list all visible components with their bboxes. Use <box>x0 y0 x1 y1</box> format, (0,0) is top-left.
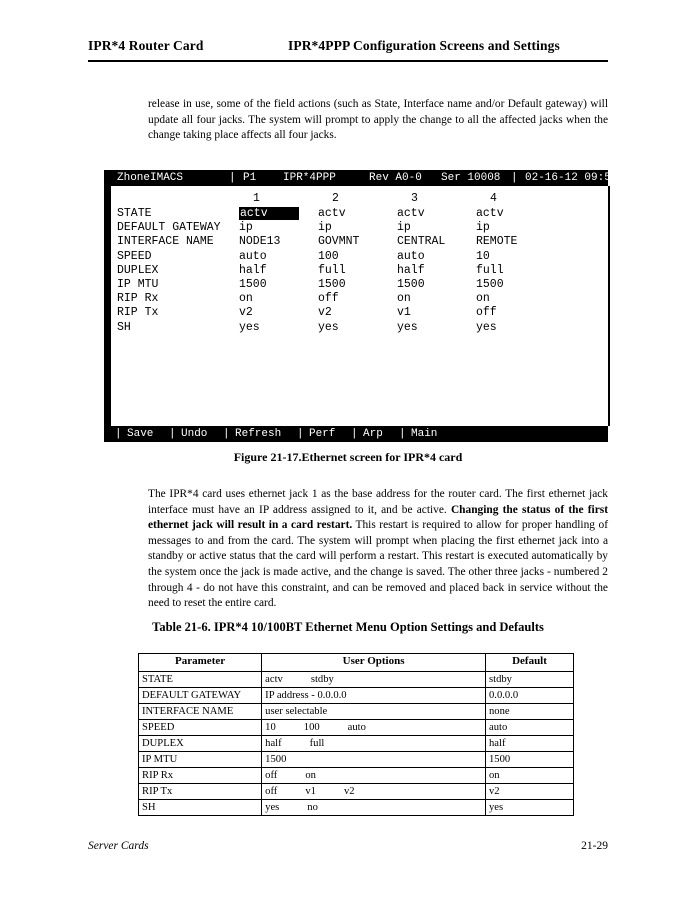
table-row <box>139 688 574 704</box>
table-row <box>139 752 574 768</box>
table-cell-default: yes <box>486 800 574 816</box>
terminal-field-value[interactable]: yes <box>318 320 339 334</box>
header-rule <box>88 60 608 62</box>
table-option: yes <box>265 802 280 813</box>
table-cell-user-options <box>262 736 486 752</box>
menu-item-undo[interactable]: Undo <box>181 428 208 440</box>
table-option: on <box>305 770 316 781</box>
terminal-slot: P1 <box>243 172 257 184</box>
menu-sep-1: | <box>169 428 176 440</box>
terminal-field-value[interactable]: actv <box>476 207 504 220</box>
table-option: off <box>265 770 278 781</box>
terminal-field-value[interactable]: 1500 <box>397 278 425 291</box>
terminal-field-value[interactable]: off <box>476 306 497 320</box>
terminal-field-value[interactable]: CENTRAL <box>397 235 446 249</box>
table-cell-default: auto <box>486 720 574 736</box>
terminal-field-value[interactable]: ip <box>476 221 490 235</box>
menu-sep-4: | <box>351 428 358 440</box>
terminal-field-value[interactable]: v1 <box>397 306 411 320</box>
table-cell-parameter: INTERFACE NAME <box>139 704 262 720</box>
terminal-field-value[interactable]: on <box>397 292 411 306</box>
terminal-left-border <box>104 170 111 442</box>
terminal-field-value[interactable]: half <box>397 263 425 277</box>
table-option: no <box>307 802 318 813</box>
table-header-parameter: Parameter <box>139 654 262 672</box>
menu-sep-2: | <box>223 428 230 440</box>
table-cell-user-options <box>262 720 486 736</box>
terminal-row-label: STATE <box>117 207 152 220</box>
terminal-field-value[interactable]: full <box>476 263 504 277</box>
terminal-field-value[interactable]: NODE13 <box>239 235 281 249</box>
terminal-field-value[interactable]: actv <box>397 207 425 220</box>
table-row <box>139 800 574 816</box>
menu-item-save[interactable]: Save <box>127 428 154 440</box>
table-header-default: Default <box>486 654 574 672</box>
terminal-title-sep-2: | <box>511 172 518 184</box>
terminal-field-value[interactable]: v2 <box>318 306 332 320</box>
terminal-field-value[interactable]: half <box>239 263 267 277</box>
table-cell-default: 0.0.0.0 <box>486 688 574 704</box>
terminal-row-label: DEFAULT GATEWAY <box>117 221 221 235</box>
table-cell-parameter: SH <box>139 800 262 816</box>
table-option: full <box>309 738 325 749</box>
terminal-column-header-1: 1 <box>253 192 260 205</box>
table-option: v2 <box>343 786 355 797</box>
table-cell-parameter: DEFAULT GATEWAY <box>139 688 262 704</box>
terminal-field-value[interactable]: 100 <box>318 249 339 263</box>
table-row <box>139 720 574 736</box>
terminal-column-header-2: 2 <box>332 192 339 205</box>
terminal-field-value[interactable]: yes <box>239 320 260 334</box>
table-cell-parameter: STATE <box>139 672 262 688</box>
body-paragraph: The IPR*4 card uses ethernet jack 1 as the base address for the router card. The first ethernet jack interface must have an IP address assigned to it, and be active. Changing the status of the first ethernet jack will result in a card restart. This restart is required to allow for proper handling of messages to and from the card. The system will prompt when placing the first ethernet jack into a standby or active status that the card will perform a restart. This restart is executed automatically by the system once the jack is made active, and the change is saved. The other three jacks - numbered 2 through 4 - do not have this constraint, and can be removed and placed back in service without the need to reset the entire card. <box>148 488 608 610</box>
terminal-field-value[interactable]: yes <box>397 320 418 334</box>
table-cell-default: none <box>486 704 574 720</box>
table-cell-user-options <box>262 672 486 688</box>
figure-caption: Figure 21-17.Ethernet screen for IPR*4 card <box>233 450 463 464</box>
table-option: v1 <box>305 786 316 797</box>
table-title: Table 21-6. IPR*4 10/100BT Ethernet Menu Option Settings and Defaults <box>152 620 544 634</box>
terminal-row-label: RIP Rx <box>117 292 159 306</box>
table-cell-parameter: DUPLEX <box>139 736 262 752</box>
table-cell-default: on <box>486 768 574 784</box>
terminal-field-value[interactable]: ip <box>239 221 253 235</box>
table-option: auto <box>347 722 366 733</box>
table-header-row <box>139 654 574 672</box>
table-option: stdby <box>310 674 334 685</box>
terminal-field-value[interactable]: off <box>318 292 339 306</box>
table-row <box>139 768 574 784</box>
terminal-field-value[interactable]: ip <box>397 221 411 235</box>
header-left-title: IPR*4 Router Card <box>88 38 204 53</box>
table-row <box>139 784 574 800</box>
terminal-system-name: ZhoneIMACS <box>117 172 184 184</box>
table-cell-user-options <box>262 752 486 768</box>
terminal-row-label: SH <box>117 320 131 334</box>
terminal-field-value[interactable]: 1500 <box>318 278 346 291</box>
footer-left: Server Cards <box>88 840 149 852</box>
table-cell-default: v2 <box>486 784 574 800</box>
table-option: 100 <box>303 722 320 733</box>
menu-item-refresh[interactable]: Refresh <box>235 428 282 440</box>
table-cell-default: stdby <box>486 672 574 688</box>
settings-table <box>138 653 574 816</box>
terminal-revision: Rev A0-0 <box>369 172 422 184</box>
table-cell-default: half <box>486 736 574 752</box>
terminal-column-header-3: 3 <box>411 192 418 205</box>
table-cell-user-options <box>262 784 486 800</box>
table-cell-parameter: RIP Tx <box>139 784 262 800</box>
terminal-card-type: IPR*4PPP <box>283 172 336 184</box>
menu-sep-3: | <box>297 428 304 440</box>
terminal-field-value[interactable]: 1500 <box>239 278 267 291</box>
terminal-field-value[interactable]: GOVMNT <box>318 235 360 249</box>
terminal-row-label: INTERFACE NAME <box>117 235 214 249</box>
table-option: off <box>265 786 278 797</box>
table-row <box>139 704 574 720</box>
terminal-field-value[interactable]: full <box>318 263 346 277</box>
table-option: 1500 <box>265 754 287 765</box>
table-header-user-options: User Options <box>262 654 486 672</box>
terminal-column-header-4: 4 <box>490 192 497 205</box>
menu-item-main[interactable]: Main <box>411 428 438 440</box>
table-option: user selectable <box>265 706 328 717</box>
terminal-row-label: IP MTU <box>117 278 159 291</box>
terminal-datetime: 02-16-12 09:59 <box>525 172 618 184</box>
table-cell-user-options <box>262 768 486 784</box>
terminal-field-value[interactable]: actv <box>318 207 346 220</box>
terminal-menu-bar[interactable] <box>111 426 608 442</box>
terminal-field-value[interactable]: 1500 <box>476 278 504 291</box>
terminal-field-value[interactable]: ip <box>318 221 332 235</box>
terminal-field-value[interactable]: on <box>239 292 253 306</box>
table-cell-parameter: SPEED <box>139 720 262 736</box>
terminal-field-value[interactable]: auto <box>397 249 425 263</box>
intro-paragraph: release in use, some of the field actions (such as State, Interface name and/or Default gateway) will update all four jacks. The system will prompt to apply the change to all the affected jacks when the change taking place affects all four jacks. <box>148 98 608 142</box>
table-cell-user-options <box>262 704 486 720</box>
terminal-field-value[interactable]: 10 <box>476 249 490 263</box>
terminal-field-value[interactable]: actv <box>239 207 299 220</box>
menu-sep-0: | <box>115 428 122 440</box>
table-cell-user-options <box>262 800 486 816</box>
terminal-row-label: RIP Tx <box>117 306 159 320</box>
menu-item-arp[interactable]: Arp <box>363 428 383 440</box>
header-right-title: IPR*4PPP Configuration Screens and Settings <box>288 38 560 53</box>
table-option: IP address - 0.0.0.0 <box>265 690 347 701</box>
terminal-field-value[interactable]: on <box>476 292 490 306</box>
terminal-row-label: DUPLEX <box>117 263 159 277</box>
terminal-title-bar <box>111 170 618 186</box>
table-cell-user-options <box>262 688 486 704</box>
terminal-row-label: SPEED <box>117 249 152 263</box>
terminal-screen <box>104 170 618 442</box>
table-cell-parameter: IP MTU <box>139 752 262 768</box>
menu-item-perf[interactable]: Perf <box>309 428 336 440</box>
terminal-serial: Ser 10008 <box>441 172 501 184</box>
table-cell-default: 1500 <box>486 752 574 768</box>
terminal-field-value[interactable]: REMOTE <box>476 235 518 249</box>
table-option: actv <box>265 674 283 685</box>
table-row <box>139 672 574 688</box>
terminal-body <box>111 186 610 426</box>
terminal-field-value[interactable]: auto <box>239 249 267 263</box>
terminal-field-value[interactable]: v2 <box>239 306 253 320</box>
footer-right: 21-29 <box>581 840 608 852</box>
table-row <box>139 736 574 752</box>
table-option: half <box>265 738 282 749</box>
menu-sep-5: | <box>399 428 406 440</box>
table-cell-parameter: RIP Rx <box>139 768 262 784</box>
table-option: 10 <box>265 722 276 733</box>
terminal-field-value[interactable]: yes <box>476 320 497 334</box>
terminal-title-sep-1: | <box>229 172 236 184</box>
